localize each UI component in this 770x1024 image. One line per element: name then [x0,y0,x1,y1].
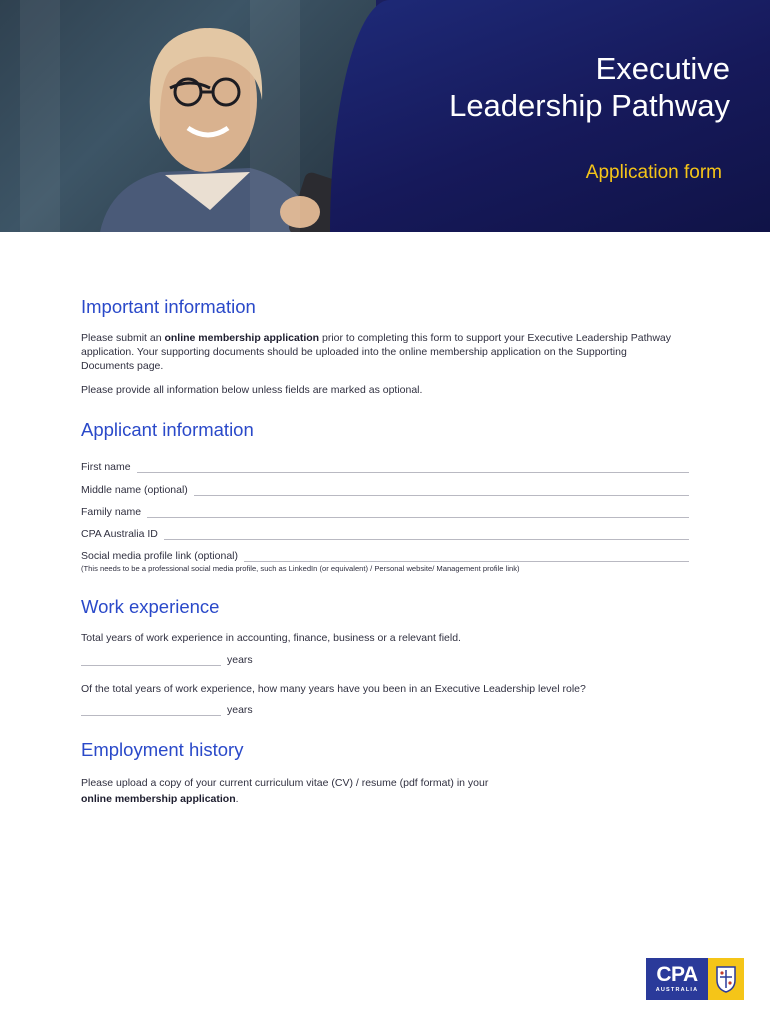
social-media-link-field[interactable] [81,546,689,562]
page-subtitle: Application form [585,162,722,183]
first-name-label: First name [81,461,131,473]
online-membership-application-link[interactable]: online membership application [81,793,236,805]
executive-years-field[interactable] [81,704,253,716]
middle-name-field[interactable] [81,480,689,496]
work-experience-question-1: Total years of work experience in accounting, finance, business or a relevant field. [81,632,461,644]
family-name-input[interactable] [147,507,689,518]
online-membership-application-link[interactable]: online membership application [164,332,320,344]
cpa-id-label: CPA Australia ID [81,528,158,540]
middle-name-label: Middle name (optional) [81,484,188,496]
years-unit-label: years [227,654,253,666]
employment-history-heading: Employment history [81,739,244,760]
title-line-1: Executive [595,51,730,86]
important-info-paragraph: Please submit an online membership application prior to completing this form to support your Executive Leadership Pathway application. Your supporting documents should be uploaded into the online membership application on the Supporting Documents page. [81,332,672,372]
title-line-2: Leadership Pathway [449,88,730,123]
first-name-input[interactable] [137,462,689,473]
header-banner [0,0,770,232]
family-name-label: Family name [81,506,142,518]
cpa-id-field[interactable] [81,524,689,540]
years-unit-label: years [227,704,253,716]
social-media-link-label: Social media profile link (optional) [81,550,238,562]
applicant-info-heading: Applicant information [81,419,254,440]
header-photo [0,0,376,232]
social-media-note: (This needs to be a professional social media profile, such as LinkedIn (or equivalent) / Personal website/ Management profile link) [81,564,520,573]
first-name-field[interactable] [81,457,689,473]
cpa-id-input[interactable] [164,529,689,540]
total-years-field[interactable] [81,654,253,666]
crest-icon [708,958,744,1000]
total-years-input[interactable] [81,655,221,666]
middle-name-input[interactable] [194,485,689,496]
required-fields-note: Please provide all information below unless fields are marked as optional. [81,384,423,396]
cpa-wordmark: CPA AUSTRALIA [646,958,708,1000]
cpa-australia-logo [646,958,744,1000]
executive-years-input[interactable] [81,705,221,716]
employment-history-paragraph: Please upload a copy of your current curriculum vitae (CV) / resume (pdf format) in your online membership application. [81,777,489,805]
family-name-field[interactable] [81,502,689,518]
social-media-link-input[interactable] [244,551,689,562]
page-title [370,50,730,124]
work-experience-question-2: Of the total years of work experience, how many years have you been in an Executive Leadership level role? [81,683,586,695]
important-info-heading: Important information [81,296,256,317]
work-experience-heading: Work experience [81,596,220,617]
